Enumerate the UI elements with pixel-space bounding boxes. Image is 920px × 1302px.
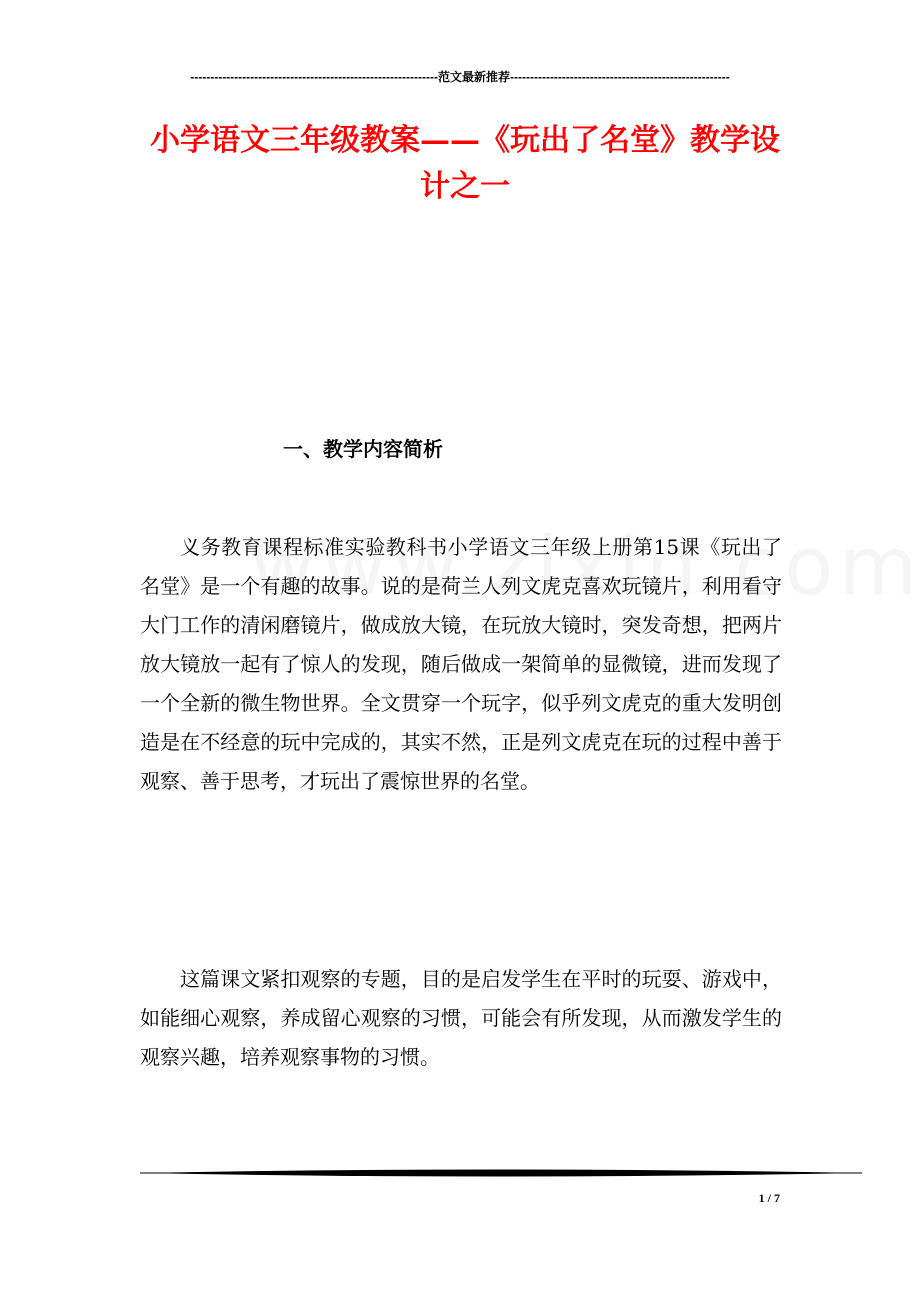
header-banner: --------------------------------------------------------------范文最新推荐------------------------------------------------------- [190, 70, 730, 84]
page-number: 1 / 7 [758, 1191, 780, 1205]
document-title: 小学语文三年级教案——《玩出了名堂》教学设计之一 [150, 123, 780, 204]
body-paragraph-1: 义务教育课程标准实验教科书小学语文三年级上册第15课《玩出了名堂》是一个有趣的故事。说的是荷兰人列文虎克喜欢玩镜片，利用看守大门工作的清闲磨镜片，做成放大镜，在玩放大镜时，突发奇想，把两片放大镜放一起有了惊人的发现，随后做成一架简单的显微镜，进而发现了一个全新的微生物世界。全文贯穿一个玩字，似乎列文虎克的重大发明创造是在不经意的玩中完成的，其实不然，正是列文虎克在玩的过程中善于观察、善于思考，才玩出了震惊世界的名堂。 [140, 535, 782, 793]
body-paragraph-2: 这篇课文紧扣观察的专题，目的是启发学生在平时的玩耍、游戏中，如能细心观察，养成留心观察的习惯，可能会有所发现，从而激发学生的观察兴趣，培养观察事物的习惯。 [140, 967, 782, 1069]
footer-rule [140, 1166, 862, 1180]
section-heading: 一、教学内容简析 [283, 437, 443, 461]
